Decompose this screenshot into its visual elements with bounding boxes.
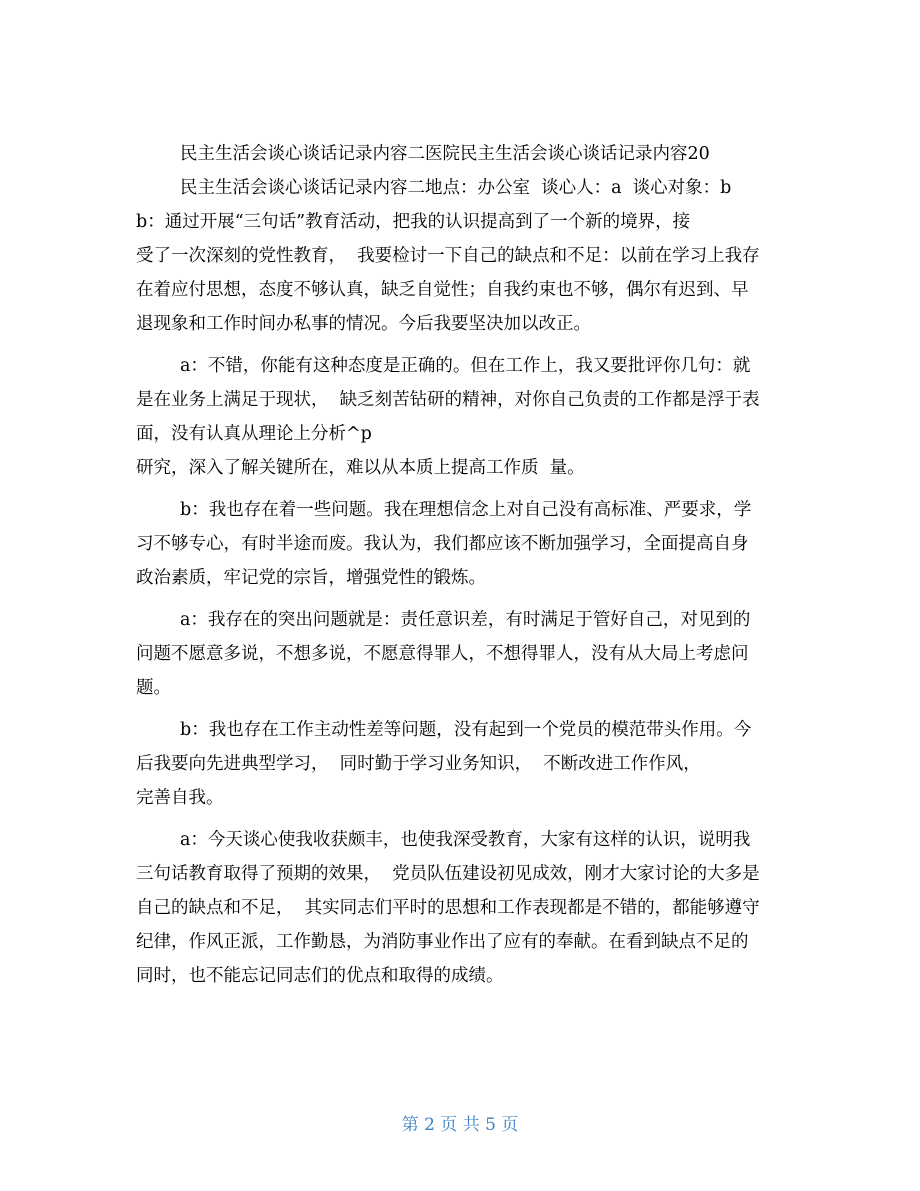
paragraph-line: 面，没有认真从理论上分析^p (136, 424, 372, 444)
page-number-footer: 第 2 页 共 5 页 (401, 1115, 519, 1135)
paragraph-line: 在着应付思想，态度不够认真，缺乏自觉性；自我约束也不够，偶尔有迟到、早 (136, 280, 749, 300)
paragraph-line: 三句话教育取得了预期的效果， 党员队伍建设初见成效，刚才大家讨论的大多是 (136, 864, 760, 884)
paragraph-line: 题。 (136, 678, 171, 698)
paragraph-line: 是在业务上满足于现状， 缺乏刻苦钻研的精神，对你自己负责的工作都是浮于表 (136, 390, 760, 410)
paragraph-line: 习不够专心，有时半途而废。我认为，我们都应该不断加强学习，全面提高自身 (136, 534, 749, 554)
paragraph-line: 研究，深入了解关键所在，难以从本质上提高工作质 量。 (136, 458, 585, 478)
paragraph-line: b：我也存在着一些问题。我在理想信念上对自己没有高标准、严要求，学 (180, 500, 752, 520)
paragraph-line: 完善自我。 (136, 788, 224, 808)
paragraph-line: 纪律，作风正派，工作勤恳，为消防事业作出了应有的奉献。在看到缺点不足的 (136, 932, 749, 952)
meeting-info-line: 民主生活会谈心谈话记录内容二地点：办公室 谈心人：a 谈心对象：b (180, 178, 732, 198)
paragraph-line: 后我要向先进典型学习， 同时勤于学习业务知识， 不断改进工作作风， (136, 754, 701, 774)
paragraph-line: b：我也存在工作主动性差等问题，没有起到一个党员的模范带头作用。今 (180, 720, 752, 740)
paragraph-line: 退现象和工作时间办私事的情况。今后我要坚决加以改正。 (136, 314, 591, 334)
paragraph-line: a：今天谈心使我收获颇丰，也使我深受教育，大家有这样的认识，说明我 (180, 830, 751, 850)
paragraph-line: 同时，也不能忘记同志们的优点和取得的成绩。 (136, 966, 504, 986)
paragraph-line: a：我存在的突出问题就是：责任意识差，有时满足于管好自己，对见到的 (180, 610, 751, 630)
paragraph-line: b：通过开展“三句话”教育活动，把我的认识提高到了一个新的境界，接 (136, 212, 691, 232)
paragraph-line: 政治素质，牢记党的宗旨，增强党性的锻炼。 (136, 568, 486, 588)
paragraph-line: 问题不愿意多说，不想多说，不愿意得罪人，不想得罪人，没有从大局上考虑问 (136, 644, 749, 664)
paragraph-line: 自己的缺点和不足， 其实同志们平时的思想和工作表现都是不错的，都能够遵守 (136, 898, 760, 918)
paragraph-line: a：不错，你能有这种态度是正确的。但在工作上，我又要批评你几句：就 (180, 356, 751, 376)
paragraph-line: 受了一次深刻的党性教育， 我要检讨一下自己的缺点和不足：以前在学习上我存 (136, 246, 760, 266)
document-title-line: 民主生活会谈心谈话记录内容二医院民主生活会谈心谈话记录内容20 (180, 144, 710, 164)
